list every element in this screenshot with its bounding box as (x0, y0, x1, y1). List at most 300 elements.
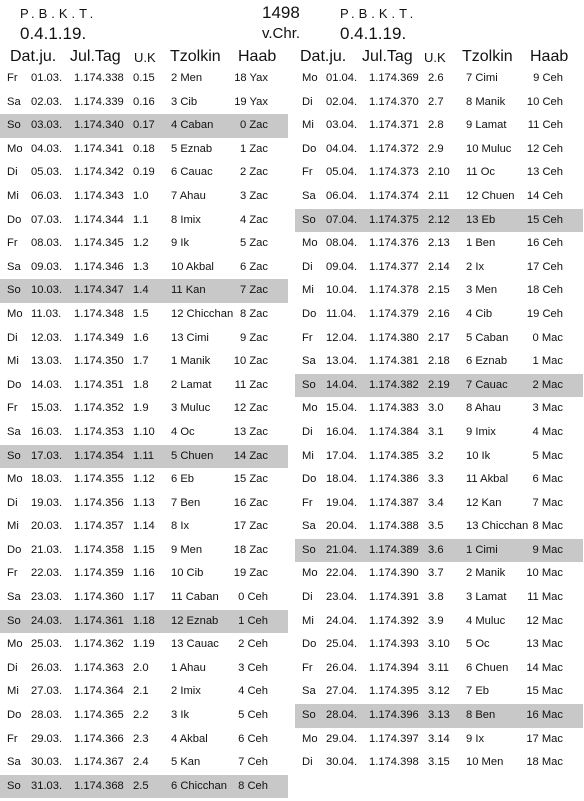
weekday-cell: Di (7, 496, 18, 509)
date-cell: 30.04. (326, 756, 358, 769)
uk-cell: 2.13 (428, 237, 450, 250)
date-cell: 08.04. (326, 237, 358, 250)
weekday-cell: Fr (302, 331, 313, 344)
uk-cell: 2.3 (133, 732, 149, 745)
weekday-cell: Fr (7, 237, 18, 250)
uk-cell: 2.10 (428, 166, 450, 179)
julian-day-cell: 1.174.354 (74, 449, 124, 462)
haab-cell: 15 Zac (233, 473, 268, 486)
weekday-cell: Do (302, 638, 317, 651)
table-row (0, 350, 288, 374)
tzolkin-cell: 6 Chuen (466, 661, 509, 674)
tzolkin-cell: 12 Eznab (171, 614, 219, 627)
haab-cell: 0 Mac (532, 331, 563, 344)
table-row (295, 704, 583, 728)
julian-day-cell: 1.174.387 (369, 496, 419, 509)
uk-cell: 3.7 (428, 567, 444, 580)
haab-cell: 6 Mac (532, 473, 563, 486)
haab-cell: 7 Ceh (238, 756, 268, 769)
table-row (295, 751, 583, 775)
tzolkin-cell: 10 Ik (466, 449, 491, 462)
tzolkin-cell: 8 Manik (466, 95, 506, 108)
col-date-header: Dat.ju. (300, 48, 347, 65)
haab-cell: 19 Yax (234, 95, 268, 108)
date-cell: 01.04. (326, 72, 358, 84)
uk-cell: 2.17 (428, 331, 450, 344)
julian-day-cell: 1.174.348 (74, 307, 124, 320)
haab-cell: 4 Mac (532, 425, 563, 438)
haab-cell: 18 Zac (233, 543, 268, 556)
date-cell: 24.03. (31, 614, 63, 627)
tzolkin-cell: 13 Cimi (171, 331, 209, 344)
col-haab-header: Haab (238, 48, 277, 65)
date-cell: 21.03. (31, 543, 63, 556)
uk-cell: 2.18 (428, 355, 450, 368)
left-long-count: 0.4.1.19. (20, 24, 87, 43)
table-row (0, 114, 288, 138)
uk-cell: 3.6 (428, 543, 444, 556)
uk-cell: 2.5 (133, 779, 149, 792)
julian-day-cell: 1.174.370 (369, 95, 419, 108)
col-jul-header: Jul.Tag (362, 48, 413, 65)
uk-cell: 3.1 (428, 425, 444, 438)
uk-cell: 1.12 (133, 473, 155, 486)
uk-cell: 1.3 (133, 260, 149, 273)
date-cell: 15.03. (31, 402, 63, 415)
julian-day-cell: 1.174.376 (369, 237, 419, 250)
julian-day-cell: 1.174.390 (369, 567, 419, 580)
date-cell: 22.04. (326, 567, 358, 580)
table-row (0, 185, 288, 209)
table-row (0, 91, 288, 115)
table-row (0, 562, 288, 586)
uk-cell: 1.1 (133, 213, 149, 226)
date-cell: 06.04. (326, 189, 358, 202)
tzolkin-cell: 8 Imix (171, 213, 201, 226)
table-row (295, 421, 583, 445)
haab-cell: 5 Zac (240, 237, 268, 250)
weekday-cell: So (302, 378, 316, 391)
weekday-cell: Fr (7, 732, 18, 745)
haab-cell: 16 Mac (526, 709, 563, 722)
tzolkin-cell: 11 Oc (466, 166, 496, 179)
julian-day-cell: 1.174.366 (74, 732, 124, 745)
tzolkin-cell: 1 Cimi (466, 543, 498, 556)
julian-day-cell: 1.174.388 (369, 520, 419, 533)
weekday-cell: So (7, 119, 21, 132)
haab-cell: 2 Mac (532, 378, 563, 391)
haab-cell: 7 Mac (532, 496, 563, 509)
col-haab-header: Haab (530, 48, 569, 65)
julian-day-cell: 1.174.357 (74, 520, 124, 533)
julian-day-cell: 1.174.353 (74, 425, 124, 438)
julian-day-cell: 1.174.397 (369, 732, 419, 745)
haab-cell: 14 Zac (233, 449, 268, 462)
date-cell: 18.04. (326, 473, 358, 486)
haab-cell: 13 Mac (526, 638, 563, 651)
table-row (295, 397, 583, 421)
tzolkin-cell: 10 Muluc (466, 142, 512, 155)
haab-cell: 16 Zac (233, 496, 268, 509)
weekday-cell: Mo (7, 307, 23, 320)
date-cell: 06.03. (31, 189, 63, 202)
weekday-cell: Mi (7, 355, 19, 368)
table-row (0, 657, 288, 681)
haab-cell: 0 Ceh (238, 591, 268, 604)
haab-cell: 8 Mac (532, 520, 563, 533)
date-cell: 14.04. (326, 378, 358, 391)
table-row (0, 327, 288, 351)
tzolkin-cell: 7 Eb (466, 685, 490, 698)
julian-day-cell: 1.174.382 (369, 378, 419, 391)
julian-day-cell: 1.174.345 (74, 237, 124, 250)
weekday-cell: Mo (302, 567, 318, 580)
weekday-cell: Sa (302, 189, 316, 202)
date-cell: 13.04. (326, 355, 358, 368)
julian-day-cell: 1.174.395 (369, 685, 419, 698)
julian-day-cell: 1.174.381 (369, 355, 419, 368)
tzolkin-cell: 2 Manik (466, 567, 506, 580)
date-cell: 27.03. (31, 685, 63, 698)
table-row (295, 114, 583, 138)
haab-cell: 18 Mac (526, 756, 563, 769)
tzolkin-cell: 5 Eznab (171, 142, 213, 155)
uk-cell: 3.4 (428, 496, 444, 509)
julian-day-cell: 1.174.363 (74, 661, 124, 674)
tzolkin-cell: 11 Kan (171, 284, 206, 297)
tzolkin-cell: 10 Men (466, 756, 504, 769)
table-row (0, 138, 288, 162)
haab-cell: 17 Ceh (526, 260, 563, 273)
date-cell: 02.03. (31, 95, 63, 108)
tzolkin-cell: 2 Men (171, 72, 203, 84)
uk-cell: 0.17 (133, 119, 155, 132)
haab-cell: 5 Mac (532, 449, 563, 462)
date-cell: 19.04. (326, 496, 358, 509)
haab-cell: 2 Ceh (238, 638, 268, 651)
uk-cell: 1.17 (133, 591, 155, 604)
weekday-cell: Fr (7, 72, 18, 84)
tzolkin-cell: 1 Manik (171, 355, 211, 368)
tzolkin-cell: 2 Imix (171, 685, 201, 698)
weekday-cell: Sa (7, 591, 21, 604)
tzolkin-cell: 6 Eznab (466, 355, 508, 368)
uk-cell: 1.7 (133, 355, 149, 368)
tzolkin-cell: 7 Cimi (466, 72, 498, 84)
date-cell: 29.03. (31, 732, 63, 745)
weekday-cell: Mi (302, 614, 314, 627)
era-label: v.Chr. (262, 25, 301, 42)
table-row (295, 562, 583, 586)
uk-cell: 1.13 (133, 496, 155, 509)
julian-day-cell: 1.174.347 (74, 284, 124, 297)
table-row (295, 539, 583, 563)
uk-cell: 2.19 (428, 378, 450, 391)
uk-cell: 1.9 (133, 402, 149, 415)
uk-cell: 2.12 (428, 213, 450, 226)
haab-cell: 10 Mac (526, 567, 563, 580)
uk-cell: 1.2 (133, 237, 149, 250)
table-row (295, 728, 583, 752)
uk-cell: 1.4 (133, 284, 149, 297)
table-row (0, 610, 288, 634)
julian-day-cell: 1.174.380 (369, 331, 419, 344)
tzolkin-cell: 8 Ahau (466, 402, 501, 415)
uk-cell: 2.4 (133, 756, 149, 769)
weekday-cell: Mi (302, 119, 314, 132)
table-row (295, 610, 583, 634)
date-cell: 17.03. (31, 449, 63, 462)
tzolkin-cell: 9 Ix (466, 732, 485, 745)
tzolkin-cell: 5 Oc (466, 638, 490, 651)
uk-cell: 2.0 (133, 661, 149, 674)
uk-cell: 1.14 (133, 520, 155, 533)
date-cell: 10.03. (31, 284, 63, 297)
weekday-cell: So (7, 284, 21, 297)
weekday-cell: Do (7, 543, 22, 556)
table-row (0, 751, 288, 775)
date-cell: 25.04. (326, 638, 358, 651)
haab-cell: 15 Mac (526, 685, 563, 698)
weekday-cell: Mo (7, 142, 23, 155)
tzolkin-cell: 4 Caban (171, 119, 214, 132)
table-row (0, 374, 288, 398)
weekday-cell: Sa (7, 260, 21, 273)
tzolkin-cell: 4 Oc (171, 425, 195, 438)
julian-day-cell: 1.174.372 (369, 142, 419, 155)
table-row (295, 279, 583, 303)
julian-day-cell: 1.174.371 (369, 119, 419, 132)
julian-day-cell: 1.174.386 (369, 473, 419, 486)
table-row (0, 67, 288, 91)
date-cell: 05.03. (31, 166, 63, 179)
weekday-cell: Sa (302, 685, 316, 698)
weekday-cell: Mi (302, 449, 314, 462)
weekday-cell: Mo (7, 473, 23, 486)
julian-day-cell: 1.174.383 (369, 402, 419, 415)
weekday-cell: Sa (7, 756, 21, 769)
tzolkin-cell: 12 Chicchan (171, 307, 234, 320)
julian-day-cell: 1.174.358 (74, 543, 124, 556)
uk-cell: 3.15 (428, 756, 450, 769)
april-table (295, 67, 583, 775)
tzolkin-cell: 13 Cauac (171, 638, 219, 651)
uk-cell: 0.16 (133, 95, 155, 108)
table-row (0, 397, 288, 421)
table-row (295, 185, 583, 209)
tzolkin-cell: 3 Ik (171, 709, 190, 722)
date-cell: 11.04. (326, 307, 357, 320)
weekday-cell: Mo (302, 237, 318, 250)
julian-day-cell: 1.174.364 (74, 685, 124, 698)
date-cell: 23.04. (326, 591, 358, 604)
table-row (295, 91, 583, 115)
uk-cell: 3.10 (428, 638, 450, 651)
weekday-cell: Mo (302, 72, 318, 84)
uk-cell: 0.15 (133, 72, 155, 84)
uk-cell: 3.0 (428, 402, 444, 415)
table-row (0, 492, 288, 516)
haab-cell: 19 Ceh (526, 307, 563, 320)
weekday-cell: Di (7, 331, 18, 344)
table-row (0, 468, 288, 492)
date-cell: 03.04. (326, 119, 358, 132)
julian-day-cell: 1.174.360 (74, 591, 124, 604)
table-row (295, 161, 583, 185)
table-row (295, 256, 583, 280)
tzolkin-cell: 12 Chuen (466, 189, 515, 202)
weekday-cell: Mi (302, 284, 314, 297)
col-tzolkin-header: Tzolkin (170, 48, 221, 65)
col-jul-header: Jul.Tag (70, 48, 121, 65)
tzolkin-cell: 6 Chicchan (171, 779, 227, 792)
date-cell: 31.03. (31, 779, 63, 792)
uk-cell: 1.16 (133, 567, 155, 580)
uk-cell: 3.8 (428, 591, 444, 604)
uk-cell: 2.11 (428, 189, 449, 202)
haab-cell: 6 Ceh (238, 732, 268, 745)
weekday-cell: Sa (7, 425, 21, 438)
weekday-cell: So (302, 709, 316, 722)
weekday-cell: So (302, 213, 316, 226)
left-pbkt-label: P.B.K.T. (20, 6, 98, 21)
haab-cell: 2 Zac (240, 166, 268, 179)
uk-cell: 3.9 (428, 614, 444, 627)
table-row (295, 492, 583, 516)
date-cell: 19.03. (31, 496, 63, 509)
weekday-cell: Di (7, 166, 18, 179)
uk-cell: 1.19 (133, 638, 155, 651)
julian-day-cell: 1.174.343 (74, 189, 124, 202)
weekday-cell: Sa (302, 520, 316, 533)
haab-cell: 12 Mac (526, 614, 563, 627)
tzolkin-cell: 9 Imix (466, 425, 496, 438)
date-cell: 05.04. (326, 166, 358, 179)
tzolkin-cell: 5 Caban (466, 331, 509, 344)
weekday-cell: Sa (7, 95, 21, 108)
uk-cell: 3.12 (428, 685, 450, 698)
tzolkin-cell: 13 Eb (466, 213, 496, 226)
weekday-cell: Do (302, 307, 317, 320)
date-cell: 02.04. (326, 95, 358, 108)
haab-cell: 0 Zac (240, 119, 268, 132)
table-row (0, 728, 288, 752)
tzolkin-cell: 5 Chuen (171, 449, 214, 462)
haab-cell: 17 Zac (233, 520, 268, 533)
julian-day-cell: 1.174.389 (369, 543, 419, 556)
uk-cell: 2.7 (428, 95, 444, 108)
date-cell: 08.03. (31, 237, 63, 250)
tzolkin-cell: 11 Caban (171, 591, 219, 604)
julian-day-cell: 1.174.351 (74, 378, 124, 391)
date-cell: 14.03. (31, 378, 63, 391)
uk-cell: 3.3 (428, 473, 444, 486)
haab-cell: 1 Ceh (238, 614, 268, 627)
tzolkin-cell: 7 Cauac (466, 378, 508, 391)
weekday-cell: Fr (302, 661, 313, 674)
haab-cell: 9 Ceh (533, 72, 563, 84)
julian-day-cell: 1.174.391 (369, 591, 419, 604)
table-row (0, 421, 288, 445)
uk-cell: 3.11 (428, 661, 449, 674)
uk-cell: 1.10 (133, 425, 155, 438)
haab-cell: 5 Ceh (238, 709, 268, 722)
table-row (295, 350, 583, 374)
tzolkin-cell: 12 Kan (466, 496, 502, 509)
weekday-cell: Mo (302, 402, 318, 415)
julian-day-cell: 1.174.385 (369, 449, 419, 462)
tzolkin-cell: 4 Muluc (466, 614, 506, 627)
table-row (295, 515, 583, 539)
haab-cell: 10 Zac (233, 355, 268, 368)
haab-cell: 9 Mac (532, 543, 563, 556)
weekday-cell: Fr (7, 402, 18, 415)
table-row (0, 256, 288, 280)
table-row (295, 657, 583, 681)
haab-cell: 11 Zac (234, 378, 268, 391)
date-cell: 04.04. (326, 142, 358, 155)
haab-cell: 3 Ceh (238, 661, 268, 674)
julian-day-cell: 1.174.365 (74, 709, 124, 722)
tzolkin-cell: 4 Cib (466, 307, 493, 320)
uk-cell: 1.0 (133, 189, 149, 202)
tzolkin-cell: 8 Ben (466, 709, 496, 722)
weekday-cell: Mi (7, 189, 19, 202)
julian-day-cell: 1.174.374 (369, 189, 419, 202)
tzolkin-cell: 4 Akbal (171, 732, 208, 745)
uk-cell: 2.14 (428, 260, 450, 273)
date-cell: 10.04. (326, 284, 358, 297)
weekday-cell: Di (302, 591, 313, 604)
haab-cell: 14 Ceh (526, 189, 563, 202)
weekday-cell: Di (302, 95, 313, 108)
tzolkin-cell: 9 Lamat (466, 119, 507, 132)
uk-cell: 1.8 (133, 378, 149, 391)
haab-cell: 12 Zac (233, 402, 268, 415)
uk-cell: 3.13 (428, 709, 450, 722)
uk-cell: 2.9 (428, 142, 444, 155)
haab-cell: 18 Ceh (526, 284, 563, 297)
date-cell: 27.04. (326, 685, 358, 698)
tzolkin-cell: 7 Ben (171, 496, 201, 509)
date-cell: 11.03. (31, 307, 62, 320)
col-uk-header: U.K (424, 50, 446, 65)
weekday-cell: So (7, 614, 21, 627)
uk-cell: 3.2 (428, 449, 444, 462)
haab-cell: 11 Mac (527, 591, 563, 604)
weekday-cell: Mi (7, 520, 19, 533)
date-cell: 29.04. (326, 732, 358, 745)
date-cell: 01.03. (31, 72, 63, 84)
julian-day-cell: 1.174.346 (74, 260, 124, 273)
tzolkin-cell: 3 Lamat (466, 591, 507, 604)
tzolkin-cell: 3 Muluc (171, 402, 211, 415)
uk-cell: 2.15 (428, 284, 450, 297)
tzolkin-cell: 7 Ahau (171, 189, 206, 202)
weekday-cell: Di (7, 661, 18, 674)
table-row (0, 586, 288, 610)
date-cell: 24.04. (326, 614, 358, 627)
julian-day-cell: 1.174.339 (74, 95, 124, 108)
julian-day-cell: 1.174.344 (74, 213, 124, 226)
tzolkin-cell: 9 Men (171, 543, 203, 556)
right-pbkt-label: P.B.K.T. (340, 6, 418, 21)
julian-day-cell: 1.174.356 (74, 496, 124, 509)
julian-day-cell: 1.174.340 (74, 119, 124, 132)
haab-cell: 16 Ceh (526, 237, 563, 250)
julian-day-cell: 1.174.367 (74, 756, 124, 769)
uk-cell: 1.15 (133, 543, 155, 556)
